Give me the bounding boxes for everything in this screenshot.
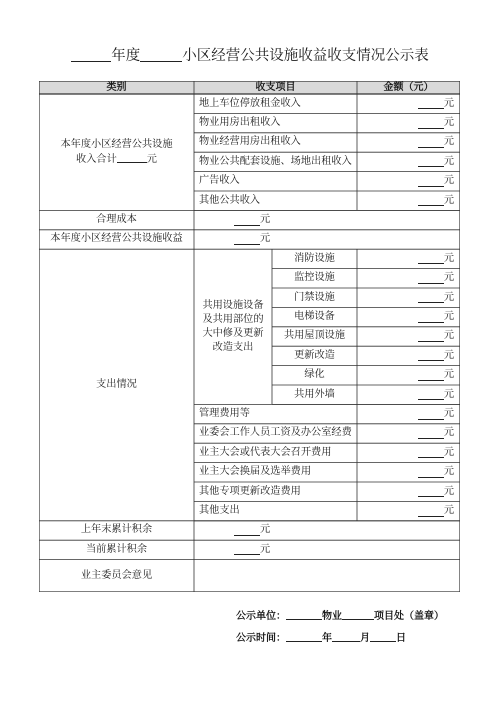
expense-shared-amount-blank [418,350,444,361]
income-amount-unit: 元 [443,175,454,187]
expense-shared-amount-blank [418,253,444,264]
expense-category-text: 支出情况 [96,378,137,390]
income-amount-blank [418,176,444,187]
expense-other-amount-unit: 元 [443,446,454,458]
expense-shared-amount-blank [418,312,444,323]
net-income-amount [194,230,460,249]
income-amount [357,191,460,210]
net-income-amount-blank [234,234,260,245]
expense-shared-group-text: 共用设施设备及共用部位的大中修及更新改造支出 [202,299,264,353]
expense-other-amount [357,424,460,443]
income-amount-blank [418,195,444,206]
expense-other-item [194,424,357,443]
income-amount-unit: 元 [443,194,454,206]
reasonable-cost-label-text: 合理成本 [96,214,137,226]
expense-shared-amount [357,269,460,288]
income-total-blank [117,152,147,163]
income-total-text [57,138,176,167]
income-item [194,152,357,171]
current-balance-amount-unit: 元 [260,543,271,555]
expense-shared-amount [357,366,460,385]
net-income-label-text: 本年度小区经营公共设施收益 [50,233,183,245]
expense-shared-item-text: 门禁设施 [294,291,335,303]
footer-office: 项目处（盖章） [374,611,444,622]
income-item [194,133,357,152]
expense-other-item-text: 其他支出 [199,505,240,517]
income-item-text: 物业用房出租收入 [199,117,281,129]
expense-other-item-text: 管理费用等 [199,408,250,420]
expense-shared-item [272,366,357,385]
reasonable-cost-amount [194,210,460,229]
expense-other-amount-blank [418,447,444,458]
expense-other-amount-unit: 元 [443,408,454,420]
expense-shared-amount [357,346,460,365]
expense-shared-amount-unit: 元 [443,311,454,323]
reasonable-cost-amount-unit: 元 [260,214,271,226]
header-category-text: 类别 [106,81,127,93]
expense-shared-amount-blank [418,389,444,400]
expense-other-item [194,482,357,501]
income-item-text: 物业公共配套设施、场地出租收入 [199,155,352,167]
current-balance-label-text: 当前累计积余 [85,543,148,555]
expense-shared-item [272,249,357,268]
expense-shared-amount-blank [418,370,444,381]
footer-month: 月 [360,633,370,644]
footer-unit-label: 公示单位： [236,611,286,622]
income-amount-blank [418,137,444,148]
expense-other-amount-blank [418,486,444,497]
expense-shared-item-text: 监控设施 [294,272,335,284]
expense-shared-amount [357,307,460,326]
expense-other-item [194,443,357,462]
expense-other-item [194,463,357,482]
disclosure-table [39,81,460,592]
expense-shared-amount-unit: 元 [443,369,454,381]
expense-shared-amount-blank [418,331,444,342]
title-year-label: 年度 [111,48,141,64]
expense-shared-item [272,288,357,307]
current-balance-amount [194,540,460,559]
reasonable-cost-amount-blank [234,215,260,226]
expense-other-amount-blank [418,428,444,439]
reasonable-cost-label [39,210,194,229]
income-amount [357,133,460,152]
income-item-text: 物业经营用房出租收入 [199,136,301,148]
income-item [194,94,357,113]
footer-time-label: 公示时间： [236,633,286,644]
expense-other-amount-blank [418,506,444,517]
expense-shared-amount-unit: 元 [443,388,454,400]
expense-shared-amount-blank [418,273,444,284]
expense-shared-item [272,385,357,404]
expense-other-amount-unit: 元 [443,466,454,478]
expense-shared-amount [357,249,460,268]
expense-shared-item [272,269,357,288]
expense-other-amount-unit: 元 [443,427,454,439]
page-title [0,44,500,65]
expense-other-item-text: 业主大会或代表大会召开费用 [199,446,332,458]
income-item [194,172,357,191]
income-item-text: 其他公共收入 [199,194,261,206]
expense-other-item [194,404,357,423]
income-total-category [39,94,194,210]
title-text: 小区经营公共设施收益收支情况公示表 [182,48,429,64]
income-amount [357,172,460,191]
community-blank [140,47,182,62]
expense-other-item-text: 其他专项更新改造费用 [199,485,301,497]
footer-property: 物业 [322,611,342,622]
expense-shared-group [194,249,272,404]
expense-other-item-text: 业委会工作人员工资及办公室经费 [199,427,352,439]
income-item-text: 地上车位停放租金收入 [199,97,301,109]
expense-shared-amount-unit: 元 [443,291,454,303]
income-total-unit: 元 [146,153,157,165]
expense-category [39,249,194,521]
footer-unit-line [236,607,444,622]
expense-other-amount [357,463,460,482]
current-balance-amount-blank [234,544,260,555]
expense-shared-item-text: 电梯设备 [294,311,335,323]
income-amount [357,94,460,113]
income-item [194,113,357,132]
net-income-amount-unit: 元 [260,233,271,245]
income-amount [357,152,460,171]
committee-opinion-label [39,560,194,592]
expense-shared-item-text: 共用屋顶设施 [283,330,346,342]
header-amount [357,81,460,94]
income-amount-blank [418,118,444,129]
expense-shared-item-text: 共用外墙 [294,388,335,400]
expense-other-amount-blank [418,409,444,420]
prev-balance-amount-blank [234,525,260,536]
expense-shared-amount-unit: 元 [443,252,454,264]
year-blank [71,47,111,62]
footer-time-line [236,629,406,644]
header-item [194,81,357,94]
current-balance-label [39,540,194,559]
header-amount-text: 金额（元） [383,81,434,93]
expense-shared-item-text: 消防设施 [294,252,335,264]
expense-other-amount-unit: 元 [443,505,454,517]
footer-day: 日 [396,633,406,644]
prev-balance-amount-unit: 元 [260,524,271,536]
expense-shared-amount-unit: 元 [443,330,454,342]
footer-year: 年 [322,633,332,644]
expense-shared-item-text: 绿化 [304,369,325,381]
prev-balance-label [39,521,194,540]
committee-opinion-label-text: 业主委员会意见 [80,569,153,581]
prev-balance-amount [194,521,460,540]
income-amount [357,113,460,132]
expense-other-amount [357,501,460,520]
expense-shared-item [272,327,357,346]
expense-other-amount [357,482,460,501]
income-item-text: 广告收入 [199,175,240,187]
expense-shared-amount-unit: 元 [443,349,454,361]
expense-shared-item [272,307,357,326]
net-income-label [39,230,194,249]
expense-other-amount [357,443,460,462]
expense-shared-amount [357,327,460,346]
expense-shared-amount [357,385,460,404]
expense-other-amount [357,404,460,423]
income-item [194,191,357,210]
expense-other-amount-blank [418,467,444,478]
expense-other-amount-unit: 元 [443,485,454,497]
expense-shared-item-text: 更新改造 [294,349,335,361]
income-amount-unit: 元 [443,117,454,129]
income-amount-unit: 元 [443,136,454,148]
income-total-label: 本年度小区经营公共设施收入合计 [60,138,173,165]
expense-other-item [194,501,357,520]
expense-shared-item [272,346,357,365]
income-amount-unit: 元 [443,97,454,109]
expense-other-item-text: 业主大会换届及选举费用 [199,466,312,478]
header-item-text: 收支项目 [255,81,296,93]
expense-shared-amount-blank [418,292,444,303]
header-category [39,81,194,94]
income-amount-blank [418,98,444,109]
income-amount-unit: 元 [443,155,454,167]
expense-shared-amount-unit: 元 [443,272,454,284]
expense-shared-amount [357,288,460,307]
income-amount-blank [418,156,444,167]
prev-balance-label-text: 上年末累计积余 [80,524,153,536]
